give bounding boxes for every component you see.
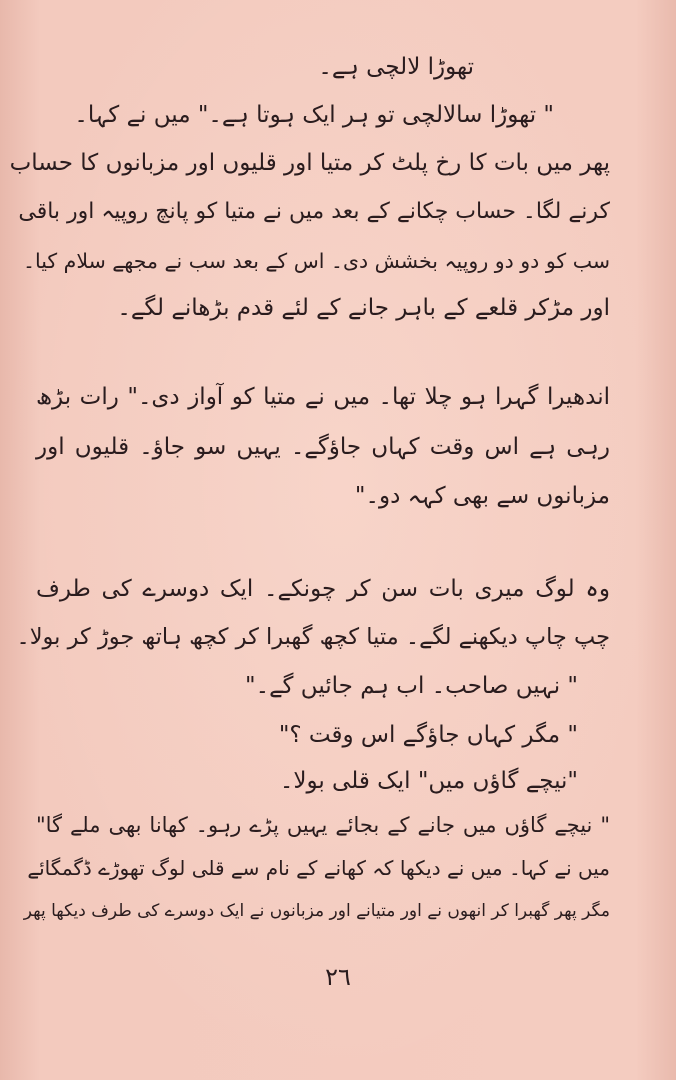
text-line: " نہیں صاحب۔ اب ہم جائیں گے۔" <box>245 673 578 699</box>
text-line: تھوڑا لالچی ہے۔ <box>318 54 474 80</box>
text-line: "نیچے گاؤں میں" ایک قلی بولا۔ <box>279 768 578 794</box>
text-line: کرنے لگا۔ حساب چکانے کے بعد میں نے متیا کو پانچ روپیہ اور باقی <box>18 199 610 224</box>
text-line: سب کو دو دو روپیہ بخشش دی۔ اس کے بعد سب نے مجھے سلام کیا۔ <box>22 249 610 273</box>
text-line: اندھیرا گہرا ہو چلا تھا۔ میں نے متیا کو آواز دی۔" رات بڑھ <box>36 384 610 410</box>
text-line: " تھوڑا سالالچی تو ہر ایک ہوتا ہے۔" میں نے کہا۔ <box>74 102 554 128</box>
text-line: " مگر کہاں جاؤگے اس وقت ؟" <box>278 722 578 748</box>
text-line: رہی ہے اس وقت کہاں جاؤگے۔ یہیں سو جاؤ۔ قلیوں اور <box>36 434 610 460</box>
text-line: وہ لوگ میری بات سن کر چونکے۔ ایک دوسرے کی طرف <box>36 576 610 602</box>
text-line: " نیچے گاؤں میں جانے کے بجائے یہیں پڑے رہو۔ کھانا بھی ملے گا" <box>36 813 610 837</box>
text-line: مگر پھر گھبرا کر انھوں نے اور متیانے اور مزبانوں نے ایک دوسرے کی طرف دیکھا پھر <box>23 901 610 921</box>
text-line: چپ چاپ دیکھنے لگے۔ متیا کچھ گھبرا کر کچھ ہاتھ جوڑ کر بولا۔ <box>16 624 610 650</box>
page-number: ۲٦ <box>325 963 351 991</box>
text-line: اور مڑکر قلعے کے باہر جانے کے لئے قدم بڑھانے لگے۔ <box>117 295 610 321</box>
text-line: مزبانوں سے بھی کہہ دو۔" <box>354 483 610 509</box>
text-line: میں نے کہا۔ میں نے دیکھا کہ کھانے کے نام سے قلی لوگ تھوڑے ڈگمگائے <box>27 856 610 880</box>
text-line: پھر میں بات کا رخ پلٹ کر متیا اور قلیوں اور مزبانوں کا حساب <box>9 150 610 176</box>
